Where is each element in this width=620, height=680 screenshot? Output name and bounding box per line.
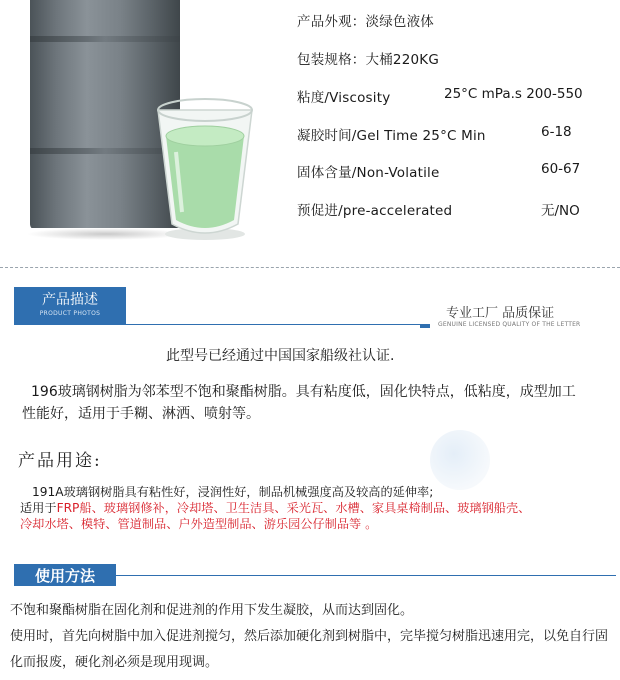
spec-gel-time-label: 凝胶时间/Gel Time 25°C Min [297, 128, 486, 144]
product-photo [24, 0, 276, 243]
spec-packaging: 包装规格：大桶220KG [297, 52, 439, 68]
product-description: 196玻璃钢树脂为邻苯型不饱和聚酯树脂。具有粘度低，固化快特点，低粘度，成型加工性能好，适用于手糊、淋洒、喷射等。 [22, 384, 576, 422]
spec-appearance: 产品外观：淡绿色液体 [297, 14, 434, 30]
section-divider [0, 267, 620, 268]
usage-line-1: 191A玻璃钢树脂具有粘性好，浸润性好，制品机械强度高及较高的延伸率; [32, 485, 434, 499]
spec-gel-time-value: 6-18 [541, 124, 572, 140]
method-title: 使用方法 [34, 567, 95, 585]
spec-viscosity-value: 25°C mPa.s 200-550 [444, 86, 583, 102]
method-paragraph-2: 使用时，首先向树脂中加入促进剂搅匀，然后添加硬化剂到树脂中，完毕搅匀树脂迅速用完，以免自行固化而报废，硬化剂必须是现用现调。 [10, 629, 609, 670]
usage-line-2-items: FRP船、玻璃钢修补，冷却塔、卫生洁具、采光瓦、水槽、家具桌椅制品、玻璃钢船壳、 [56, 501, 531, 515]
certification-text: 此型号已经通过中国国家船级社认证. [166, 348, 395, 364]
spec-viscosity-label: 粘度/Viscosity [297, 90, 391, 106]
method-body [10, 598, 610, 676]
description-rule [126, 324, 420, 325]
spec-preaccelerated-value: 无/NO [541, 203, 580, 219]
spec-solids-label: 固体含量/Non-Volatile [297, 165, 440, 181]
spec-solids-value: 60-67 [541, 161, 581, 177]
drum-rib [30, 36, 180, 42]
usage-line-2-prefix: 适用于 [20, 501, 57, 515]
description-title: 产品描述 [42, 292, 98, 308]
quality-slogan: 专业工厂 品质保证 [446, 306, 555, 321]
usage-line-2 [20, 500, 610, 516]
method-rule [116, 575, 616, 576]
quality-slogan-sub: GENUINE LICENSED QUALITY OF THE LETTER [438, 321, 581, 328]
method-paragraph-1: 不饱和聚酯树脂在固化剂和促进剂的作用下发生凝胶，从而达到固化。 [10, 603, 414, 618]
resin-beaker-image [152, 92, 258, 242]
usage-line-3: 冷却水塔、模特、管道制品、户外造型制品、游乐园公仔制品等 。 [20, 517, 378, 531]
decorative-bubble [430, 430, 490, 490]
description-subtitle: PRODUCT PHOTOS [39, 310, 101, 317]
usage-body [20, 484, 610, 532]
spec-preaccelerated-label: 预促进/pre-accelerated [297, 203, 453, 219]
usage-title: 产品用途: [18, 451, 102, 471]
description-rule-accent [420, 324, 430, 328]
